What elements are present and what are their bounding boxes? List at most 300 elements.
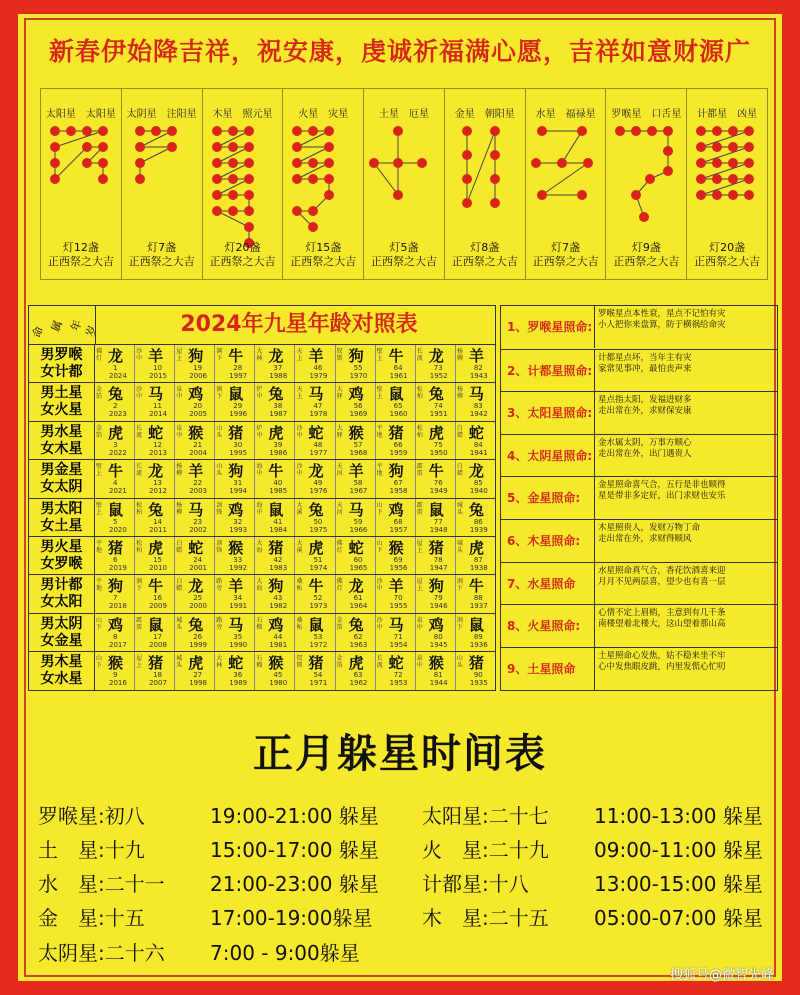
table-cell (135, 460, 175, 498)
cell-age: 56 (353, 402, 363, 411)
lamp-dot (583, 158, 593, 168)
cell-element: 长流 (136, 463, 143, 478)
lamp-dot (462, 150, 472, 160)
lamp-link (140, 147, 172, 163)
lamp-dot (324, 142, 334, 152)
cell-age: 75 (433, 440, 443, 449)
cell-zodiac: 龙 (308, 462, 324, 481)
cell-zodiac: 牛 (308, 577, 324, 596)
table-cell (175, 422, 215, 460)
cell-zodiac: 猪 (148, 654, 164, 673)
lamp-dot (393, 126, 403, 136)
star-name: 木星 照元星 (212, 109, 273, 120)
cell-year: 1939 (469, 525, 488, 534)
lamp-dot (490, 126, 500, 136)
cell-year: 1995 (229, 448, 248, 457)
lamp-dot (663, 166, 673, 176)
star-lamp-diagram (45, 121, 117, 253)
cell-element: 松柏 (136, 540, 143, 554)
cell-zodiac: 兔 (108, 385, 124, 404)
cell-element: 大驿 (336, 424, 343, 439)
cell-year: 1944 (429, 679, 448, 688)
cell-zodiac: 羊 (348, 462, 364, 481)
cell-age: 38 (273, 402, 283, 411)
cell-age: 61 (353, 594, 363, 603)
cell-zodiac: 鸡 (228, 500, 244, 519)
table-cell (135, 345, 175, 383)
table-row (29, 536, 495, 575)
lamp-note: 正西祭之大吉 (47, 255, 114, 268)
cell-zodiac: 兔 (148, 500, 164, 519)
lamp-note: 正西祭之大吉 (532, 255, 599, 268)
table-row (29, 421, 495, 460)
cell-zodiac: 虎 (468, 539, 484, 557)
cell-age: 16 (153, 594, 163, 603)
lamp-count: 灯20盏 (709, 241, 746, 254)
cell-age: 89 (473, 632, 483, 641)
schedule-star: 太阴星:二十六 (38, 941, 165, 965)
cell-age: 77 (433, 517, 443, 526)
cell-zodiac: 牛 (228, 347, 244, 365)
cell-age: 18 (153, 671, 163, 680)
star-column (687, 89, 767, 279)
cell-age: 11 (153, 402, 163, 411)
table-cell (295, 575, 335, 613)
meaning-text: 心情不定上眉梢，主意到有几千条 南楼望着北楼大，这山望着那山高 (598, 608, 726, 630)
cell-element: 路旁 (216, 578, 223, 593)
table-cell (376, 499, 416, 537)
meaning-text: 水星照命真气合，香花饮酒喜来迎 月月不见两层喜，望少也有喜一层 (598, 565, 726, 587)
cell-element: 壁上 (376, 348, 383, 362)
cell-element: 海中 (256, 501, 263, 516)
lamp-dot (728, 190, 738, 200)
cell-zodiac: 兔 (348, 615, 364, 634)
cell-element: 霹雳 (136, 616, 143, 631)
cell-element: 桑柘 (296, 578, 303, 593)
cell-age: 34 (233, 594, 243, 603)
meaning-label: 1、罗喉星照命: (501, 306, 595, 348)
cell-zodiac: 鸡 (268, 615, 284, 634)
cell-age: 42 (273, 556, 283, 564)
star-name: 水星 福禄星 (535, 109, 596, 120)
schedule-time: 17:00-19:00躲星 (210, 906, 373, 930)
cell-age: 66 (393, 440, 403, 449)
cell-age: 50 (313, 517, 323, 526)
lamp-dot (647, 126, 657, 136)
cell-year: 1982 (269, 602, 288, 611)
cell-age: 73 (433, 364, 443, 372)
cell-year: 1951 (429, 410, 448, 419)
cell-year: 1969 (349, 410, 368, 419)
cell-year: 1973 (309, 602, 328, 611)
cell-element: 山头 (216, 463, 223, 478)
cell-element: 壁上 (376, 386, 383, 401)
cell-zodiac: 牛 (388, 347, 404, 365)
table-cell (336, 575, 376, 613)
star-column (364, 89, 445, 279)
lamp-note: 正西祭之大吉 (694, 255, 761, 268)
cell-year: 1976 (309, 487, 328, 496)
lamp-dot (615, 126, 625, 136)
cell-element: 剑锋 (216, 501, 223, 516)
lamp-count: 灯8盏 (470, 241, 500, 254)
cell-zodiac: 龙 (268, 347, 284, 365)
table-cell (175, 652, 215, 690)
cell-element: 泉中 (176, 386, 183, 401)
cell-age: 59 (353, 517, 363, 526)
table-cell (255, 537, 295, 575)
lamp-dot (98, 126, 108, 136)
cell-year: 2015 (149, 372, 167, 380)
cell-element: 长流 (136, 424, 143, 439)
lamp-link (562, 131, 582, 163)
cell-element: 天河 (336, 463, 343, 478)
cell-year: 1979 (309, 372, 328, 380)
table-cell (376, 575, 416, 613)
cell-element: 长流 (416, 348, 423, 362)
cell-element: 大驿 (336, 386, 343, 401)
lamp-link (701, 163, 749, 179)
cell-element: 涧下 (136, 578, 143, 593)
lamp-dot (369, 158, 379, 168)
table-cell (456, 422, 495, 460)
lamp-dot (537, 190, 547, 200)
table-cell (135, 383, 175, 421)
cell-zodiac: 牛 (428, 462, 444, 481)
cell-zodiac: 龙 (188, 577, 204, 596)
cell-age: 65 (393, 402, 403, 411)
lamp-dot (696, 142, 706, 152)
cell-zodiac: 鸡 (188, 385, 204, 404)
cell-zodiac: 羊 (468, 347, 484, 365)
cell-zodiac: 蛇 (348, 539, 364, 557)
table-cell (175, 460, 215, 498)
lamp-note: 正西祭之大吉 (209, 255, 276, 268)
cell-year: 2017 (109, 640, 127, 649)
lamp-dot (292, 126, 302, 136)
cell-year: 1990 (229, 640, 248, 649)
cell-age: 68 (393, 517, 403, 526)
table-cell (175, 537, 215, 575)
cell-age: 55 (353, 364, 363, 372)
cell-year: 1974 (309, 564, 328, 572)
cell-year: 1955 (389, 602, 408, 611)
cell-age: 53 (313, 632, 323, 641)
table-cell (295, 460, 335, 498)
cell-year: 2023 (109, 410, 127, 419)
lamp-dot (98, 174, 108, 184)
lamp-note: 正西祭之大吉 (613, 255, 680, 268)
cell-element: 金箔 (336, 655, 343, 670)
table-cell (215, 652, 255, 690)
lamp-dot (308, 126, 318, 136)
cell-age: 27 (193, 671, 203, 680)
lamp-dot (82, 126, 92, 136)
lamp-dot (712, 158, 722, 168)
cell-age: 47 (313, 402, 323, 411)
cell-element: 杨柳 (176, 501, 183, 516)
lamp-count: 灯20盏 (224, 241, 261, 254)
cell-zodiac: 兔 (308, 500, 324, 519)
cell-year: 1983 (269, 564, 288, 572)
table-cell (295, 345, 335, 383)
table-cell (456, 652, 495, 690)
lamp-dot (228, 190, 238, 200)
cell-year: 1999 (189, 640, 208, 649)
lamp-note: 正西祭之大吉 (128, 255, 195, 268)
lamp-dot (631, 126, 641, 136)
lamp-note: 正西祭之大吉 (290, 255, 357, 268)
cell-year: 1950 (429, 448, 448, 457)
lamp-dot (308, 158, 318, 168)
cell-age: 81 (433, 671, 443, 680)
meaning-label: 3、太阳星照命: (501, 392, 595, 434)
table-cell (416, 614, 456, 652)
cell-year: 1952 (429, 372, 448, 380)
table-cell (336, 652, 376, 690)
table-cell (456, 383, 495, 421)
cell-zodiac: 猴 (428, 654, 444, 673)
cell-age: 23 (193, 517, 203, 526)
lamp-dot (135, 126, 145, 136)
lamp-dot (167, 126, 177, 136)
star-lamp-diagram (368, 121, 440, 253)
cell-zodiac: 龙 (348, 577, 364, 596)
lamp-dot (212, 206, 222, 216)
cell-age: 51 (313, 556, 323, 564)
meaning-text: 金星照命喜气合，五行是非也顺得 星是带非多定好，出门求财也安乐 (598, 480, 726, 502)
cell-year: 1937 (469, 602, 488, 611)
cell-element: 山头 (456, 655, 463, 670)
cell-zodiac: 龙 (428, 347, 444, 365)
cell-zodiac: 虎 (108, 423, 124, 442)
cell-element: 泉中 (416, 655, 423, 670)
cell-year: 1986 (269, 448, 288, 457)
table-cell (215, 614, 255, 652)
meaning-row (501, 434, 777, 477)
cell-age: 69 (393, 556, 403, 564)
meaning-label: 5、金星照命: (501, 477, 595, 519)
cell-year: 2022 (109, 448, 127, 457)
cell-year: 2006 (189, 372, 208, 380)
table-cell (416, 383, 456, 421)
star-column (41, 89, 122, 279)
table-cell (456, 614, 495, 652)
cell-age: 64 (393, 364, 403, 372)
lamp-dot (228, 158, 238, 168)
cell-year: 1975 (309, 525, 328, 534)
cell-zodiac: 狗 (428, 577, 444, 596)
lamp-link (55, 131, 103, 147)
cell-zodiac: 龙 (148, 462, 164, 481)
table-cell (135, 652, 175, 690)
cell-zodiac: 猪 (268, 539, 284, 557)
cell-year: 1972 (309, 640, 328, 649)
lamp-dot (167, 142, 177, 152)
cell-age: 49 (313, 479, 323, 488)
row-label: 男计都 女太阳 (29, 575, 95, 613)
table-cell (95, 383, 135, 421)
table-cell (376, 383, 416, 421)
cell-age: 15 (153, 556, 163, 564)
cell-year: 1985 (269, 487, 288, 496)
meaning-text: 金水属太阴，万事方顺心 走出常在外，出门遇贵人 (598, 437, 692, 459)
cell-age: 20 (193, 402, 203, 411)
meaning-label: 4、太阴星照命: (501, 435, 595, 477)
cell-zodiac: 鼠 (468, 615, 484, 634)
cell-age: 25 (193, 594, 203, 603)
cell-element: 松柏 (416, 386, 423, 401)
table-cell (376, 614, 416, 652)
lamp-dot (244, 142, 254, 152)
headline: 新春伊始降吉祥，祝安康，虔诚祈福满心愿，吉祥如意财源广 (48, 37, 751, 66)
cell-element: 泉中 (176, 424, 183, 439)
cell-zodiac: 兔 (268, 385, 284, 404)
cell-year: 1971 (309, 679, 328, 688)
cell-zodiac: 蛇 (388, 654, 404, 673)
cell-age: 4 (113, 479, 118, 488)
table-cell (95, 652, 135, 690)
star-column (445, 89, 526, 279)
lamp-dot (244, 174, 254, 184)
cell-element: 涧下 (216, 386, 223, 401)
cell-age: 17 (153, 632, 163, 641)
table-cell (456, 460, 495, 498)
cell-element: 城头 (176, 616, 183, 631)
cell-element: 沙中 (376, 578, 383, 593)
cell-age: 70 (393, 594, 403, 603)
cell-year: 1981 (269, 640, 288, 649)
cell-element: 山头 (216, 424, 223, 439)
star-lamp-diagram (207, 121, 279, 253)
cell-zodiac: 马 (308, 385, 324, 404)
cell-element: 山下 (376, 540, 383, 554)
table-cell (376, 422, 416, 460)
table-cell (215, 537, 255, 575)
cell-zodiac: 虎 (148, 539, 164, 557)
cell-element: 大溪 (296, 540, 303, 554)
cell-zodiac: 鼠 (308, 615, 324, 634)
cell-year: 1954 (389, 640, 408, 649)
cell-element: 炉中 (256, 424, 263, 439)
cell-age: 87 (473, 556, 483, 564)
table-cell (416, 499, 456, 537)
cell-element: 杨柳 (176, 463, 183, 478)
cell-element: 金箔 (336, 616, 343, 631)
table-cell (255, 345, 295, 383)
lamp-dot (324, 126, 334, 136)
cell-element: 大溪 (296, 501, 303, 516)
lamp-dot (228, 126, 238, 136)
corner-label: 属 (48, 318, 65, 334)
lamp-dot (531, 158, 541, 168)
table-cell (215, 460, 255, 498)
table-cell (135, 499, 175, 537)
cell-element: 平地 (376, 424, 383, 439)
cell-zodiac: 马 (228, 615, 244, 634)
table-cell (255, 575, 295, 613)
cell-year: 1966 (349, 525, 368, 534)
cell-element: 平地 (96, 540, 103, 554)
cell-zodiac: 鼠 (148, 615, 164, 634)
star-name: 计都星 凶星 (697, 109, 758, 120)
cell-element: 沙中 (296, 463, 303, 478)
meaning-row (501, 476, 777, 519)
lamp-dot (712, 142, 722, 152)
table-cell (376, 537, 416, 575)
cell-zodiac: 虎 (428, 423, 444, 442)
table-cell (416, 345, 456, 383)
cell-zodiac: 马 (468, 385, 484, 404)
cell-zodiac: 羊 (388, 577, 404, 596)
lamp-dot (577, 126, 587, 136)
lamp-dot (228, 174, 238, 184)
lamp-count: 灯7盏 (551, 241, 581, 254)
schedule-time: 05:00-07:00 躲星 (594, 906, 763, 930)
lamp-dot (244, 206, 254, 216)
cell-element: 城头 (456, 540, 463, 554)
cell-age: 31 (233, 479, 243, 488)
lamp-link (374, 163, 398, 195)
cell-zodiac: 鸡 (428, 615, 444, 634)
cell-element: 海中 (256, 463, 263, 478)
cell-year: 2014 (149, 410, 167, 419)
lamp-dot (66, 126, 76, 136)
cell-element: 佛灯 (336, 578, 343, 593)
lamp-dot (645, 174, 655, 184)
table-cell (215, 345, 255, 383)
cell-zodiac: 鼠 (228, 385, 244, 404)
cell-age: 22 (193, 479, 203, 488)
lamp-dot (696, 190, 706, 200)
meaning-text: 星点指太阳，发福进财多 走出常在外，求财保安康 (598, 395, 692, 417)
row-label: 男太阳 女土星 (29, 499, 95, 537)
cell-zodiac: 猪 (468, 654, 484, 673)
cell-year: 2021 (109, 487, 127, 496)
table-cell (95, 499, 135, 537)
cell-age: 67 (393, 479, 403, 488)
star-name: 太阳星 太阳星 (45, 109, 116, 120)
schedule-time: 19:00-21:00 躲星 (210, 804, 379, 828)
row-label: 男太阴 女金星 (29, 614, 95, 652)
cell-element: 佛灯 (336, 540, 343, 554)
schedule-star: 计都星:十八 (422, 872, 529, 896)
cell-year: 2007 (149, 679, 167, 688)
table-cell (95, 614, 135, 652)
cell-age: 48 (313, 440, 323, 449)
cell-zodiac: 羊 (148, 347, 164, 365)
cell-element: 杨柳 (456, 348, 463, 362)
cell-zodiac: 马 (148, 385, 164, 404)
lamp-dot (393, 190, 403, 200)
cell-element: 沙中 (376, 616, 383, 631)
cell-year: 1961 (389, 372, 408, 380)
table-cell (135, 537, 175, 575)
cell-element: 天河 (336, 501, 343, 516)
table-cell (255, 499, 295, 537)
table-cell (295, 537, 335, 575)
cell-year: 1948 (429, 525, 448, 534)
cell-age: 40 (273, 479, 283, 488)
cell-element: 路旁 (216, 616, 223, 631)
cell-element: 沙中 (296, 424, 303, 439)
cell-zodiac: 狗 (188, 347, 204, 365)
cell-age: 76 (433, 479, 443, 488)
cell-zodiac: 鼠 (108, 500, 124, 519)
cell-zodiac: 羊 (228, 577, 244, 596)
cell-element: 壁上 (96, 463, 103, 478)
cell-age: 2 (113, 402, 118, 411)
